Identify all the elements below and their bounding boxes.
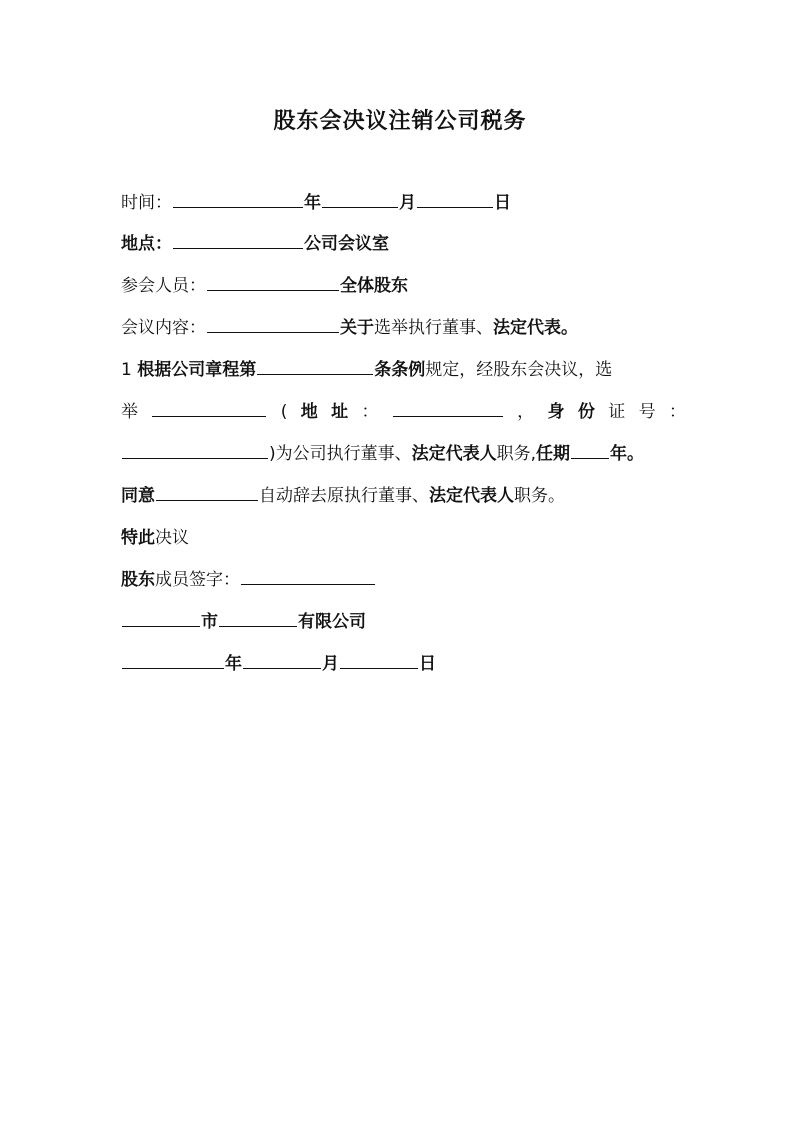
place-line <box>121 232 389 256</box>
resolved-bold: 特此 <box>121 528 155 548</box>
resolved-rest: 决议 <box>155 528 189 548</box>
date-month-label: 月 <box>322 654 339 674</box>
clause1-prefix: 1 <box>121 360 138 380</box>
id-number-blank[interactable] <box>122 442 268 459</box>
attendees-label: 参会人员： <box>121 276 206 296</box>
attendees-value: 全体股东 <box>340 276 408 296</box>
time-label: 时间： <box>121 193 172 213</box>
clause1-line2-a: 举 <box>121 402 138 422</box>
content-value-end: 法定代表。 <box>493 318 578 338</box>
year-label: 年 <box>304 193 321 213</box>
signature-line <box>121 568 376 592</box>
company-name-blank[interactable] <box>219 610 297 627</box>
clause1-line3-d: 任期 <box>536 444 571 464</box>
resigning-name-blank[interactable] <box>156 484 258 501</box>
agree-text-a: 自动辞去原执行董事、 <box>259 486 429 506</box>
attendees-line <box>121 274 408 298</box>
clause1-line3-e: 年。 <box>610 444 645 464</box>
year-blank[interactable] <box>322 191 398 208</box>
clause1-line2-e: ： <box>361 402 379 422</box>
date-year-label: 年 <box>225 654 242 674</box>
city-blank[interactable] <box>122 610 200 627</box>
date-year-blank[interactable] <box>122 652 224 669</box>
clause1-line2-c: 地 <box>300 402 318 422</box>
clause1-line3 <box>121 442 644 466</box>
clause1-line3-c: 职务, <box>496 444 537 464</box>
content-line <box>121 316 578 340</box>
content-label: 会议内容： <box>121 318 206 338</box>
content-value-bold: 关于 <box>340 318 374 338</box>
clause1-line2-j: 号 <box>638 402 656 422</box>
clause1-line2-b: ( <box>280 402 288 422</box>
clause1-line2-g: 身 <box>547 402 565 422</box>
signature-blank[interactable] <box>241 568 375 585</box>
term-blank[interactable] <box>571 442 609 459</box>
company-line <box>121 610 366 634</box>
attendees-blank[interactable] <box>207 274 339 291</box>
time-line <box>121 191 511 215</box>
content-blank[interactable] <box>207 316 339 333</box>
agree-line <box>121 484 565 508</box>
executive-name-blank[interactable] <box>152 400 266 417</box>
clause1-line2-f: ， <box>517 402 535 422</box>
place-value: 公司会议室 <box>304 234 389 254</box>
place-blank[interactable] <box>173 232 303 249</box>
month-blank[interactable] <box>417 191 493 208</box>
date-month-blank[interactable] <box>243 652 321 669</box>
agree-text-b: 法定代表人 <box>429 486 514 506</box>
city-label: 市 <box>201 612 218 632</box>
place-label: 地点： <box>121 234 172 254</box>
resolved-line <box>121 526 189 550</box>
date-line <box>121 652 436 676</box>
clause1-part3: 规定，经股东会决议，选 <box>425 360 613 380</box>
date-day-label: 日 <box>419 654 436 674</box>
agree-text-c: 职务。 <box>514 486 565 506</box>
clause1-line2-k: ： <box>668 402 686 422</box>
clause1-line2-i: 证 <box>608 402 626 422</box>
clause1-part1: 根据公司章程第 <box>137 360 257 380</box>
clause1-line2 <box>121 400 686 424</box>
address-blank[interactable] <box>393 400 503 417</box>
date-day-blank[interactable] <box>340 652 418 669</box>
agree-label: 同意 <box>121 486 155 506</box>
content-value-mid: 选举执行董事、 <box>374 318 493 338</box>
clause1-line1 <box>121 358 612 382</box>
signature-bold: 股东 <box>121 570 155 590</box>
clause1-line3-a: )为公司执行董事、 <box>269 444 412 464</box>
clause1-part2: 条条例 <box>374 360 426 380</box>
clause1-line3-b: 法定代表人 <box>411 444 497 464</box>
clause1-line2-d: 址 <box>331 402 349 422</box>
clause1-line2-h: 份 <box>577 402 595 422</box>
company-suffix: 有限公司 <box>298 612 366 632</box>
month-label: 月 <box>399 193 416 213</box>
time-blank[interactable] <box>173 191 303 208</box>
page-title: 股东会决议注销公司税务 <box>273 109 527 134</box>
day-label: 日 <box>494 193 511 213</box>
clause1-article-blank[interactable] <box>257 358 373 375</box>
signature-rest: 成员签字： <box>155 570 240 590</box>
